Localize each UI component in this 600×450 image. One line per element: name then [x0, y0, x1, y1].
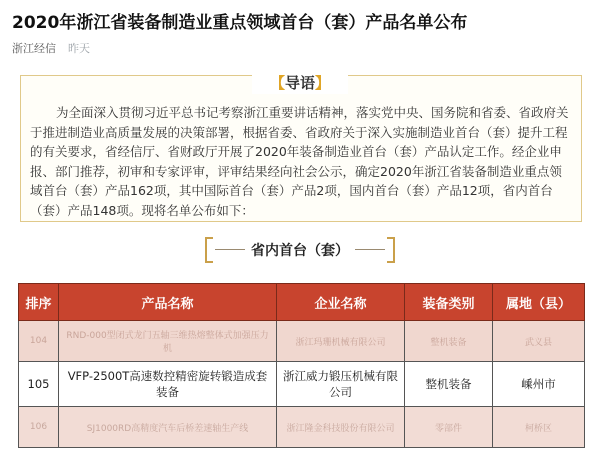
cell-rank: 105 — [19, 362, 59, 407]
cell-product: VFP-2500T高速数控精密旋转锻造成套装备 — [59, 362, 277, 407]
cell-rank: 104 — [19, 321, 59, 362]
cell-region: 武义县 — [493, 321, 585, 362]
article-title: 2020年浙江省装备制造业重点领域首台（套）产品名单公布 — [12, 13, 468, 33]
cell-region: 柯桥区 — [493, 407, 585, 448]
col-header-company: 企业名称 — [277, 284, 405, 321]
lead-paragraph: 为全面深入贯彻习近平总书记考察浙江重要讲话精神，落实党中央、国务院和省委、省政府关于推进制造业高质量发展的决策部署，根据省委、省政府关于深入实施制造业首台（套）提升工程的有关要求，省经信厅、省财政厅开展了2020年装备制造业首台（套）产品认定工作。经企业申报、部门推荐，初审和专家评审，评审结果经向社会公示，确定2020年浙江省装备制造业重点领域首台（套）产品162项，其中国际首台（套）产品2项，国内首台（套）产品12项，省内首台（套）产品148项。现将名单公布如下： — [30, 105, 569, 218]
table-row — [19, 407, 585, 448]
lead-heading — [252, 72, 348, 94]
col-header-product: 产品名称 — [59, 284, 277, 321]
table-row — [19, 321, 585, 362]
section-bracket-left-icon — [205, 237, 213, 263]
cell-company: 浙江隆金科技股份有限公司 — [277, 407, 405, 448]
publish-time: 昨天 — [68, 42, 90, 55]
col-header-rank: 排序 — [19, 284, 59, 321]
cell-region: 嵊州市 — [493, 362, 585, 407]
bracket-right-icon: 】 — [315, 74, 331, 92]
section-heading-text: 省内首台（套） — [245, 243, 355, 259]
section-bracket-right-icon — [387, 237, 395, 263]
bracket-left-icon: 【 — [269, 74, 285, 92]
cell-company: 浙江玛珊机械有限公司 — [277, 321, 405, 362]
cell-category: 整机装备 — [405, 321, 493, 362]
cell-product: SJ1000RD高精度汽车后桥差速轴生产线 — [59, 407, 277, 448]
lead-heading-text: 导语 — [284, 74, 315, 92]
cell-category: 整机装备 — [405, 362, 493, 407]
table-header-row — [19, 284, 585, 321]
col-header-category: 装备类别 — [405, 284, 493, 321]
product-table — [18, 283, 585, 448]
section-heading — [215, 240, 385, 260]
cell-category: 零部件 — [405, 407, 493, 448]
cell-rank: 106 — [19, 407, 59, 448]
table-row — [19, 362, 585, 407]
cell-company: 浙江威力锻压机械有限公司 — [277, 362, 405, 407]
cell-product: RND-000型闭式龙门五轴三维热熔整体式加强压力机 — [59, 321, 277, 362]
article-meta — [12, 40, 90, 56]
source-account[interactable]: 浙江经信 — [12, 42, 56, 55]
col-header-region: 属地（县） — [493, 284, 585, 321]
